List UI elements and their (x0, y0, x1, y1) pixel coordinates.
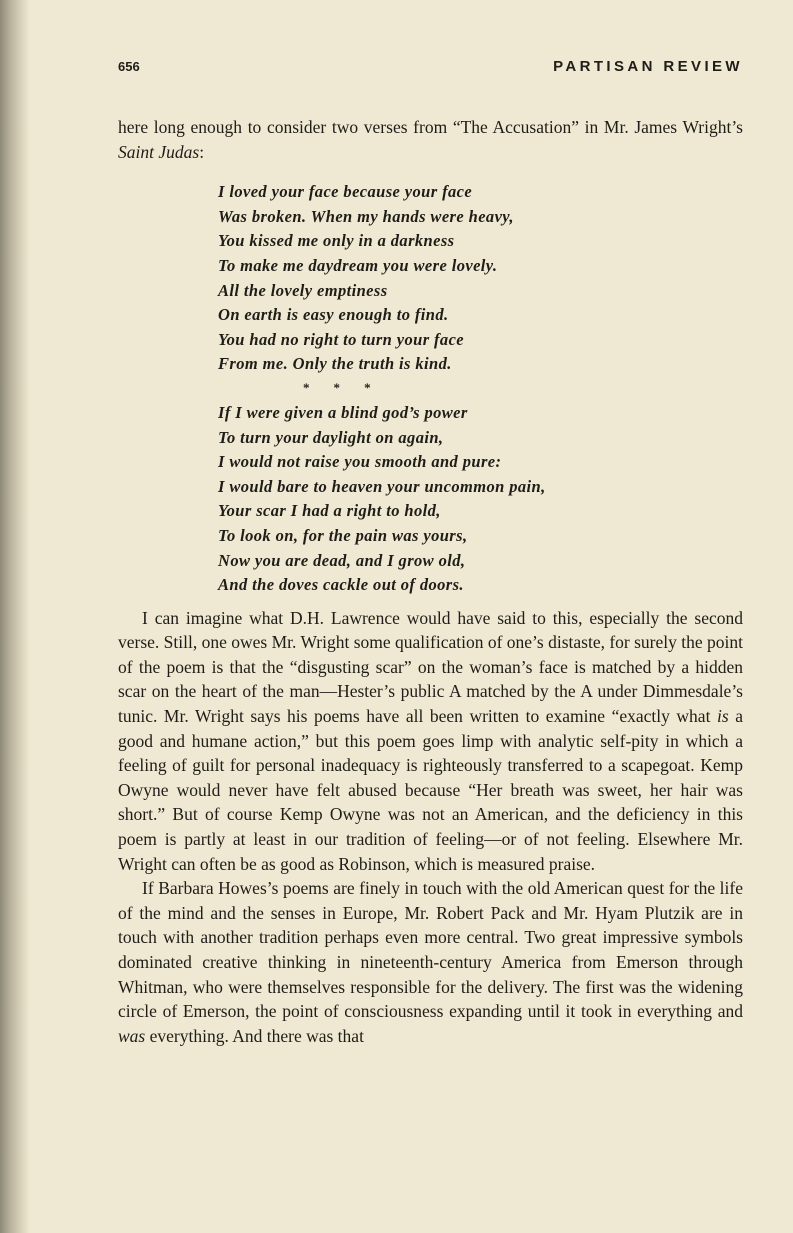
poem-line: To turn your daylight on again, (218, 427, 444, 447)
poem-line: To look on, for the pain was yours, (218, 525, 468, 545)
poem-line: To make me daydream you were lovely. (218, 255, 498, 275)
emphasis-is: is (716, 706, 729, 727)
poem-line: Your scar I had a right to hold, (218, 501, 441, 521)
poem-line: Now you are dead, and I grow old, (218, 550, 466, 570)
running-head (118, 58, 743, 88)
poem-stanza-1 (218, 180, 743, 377)
book-title: Saint Judas (118, 141, 200, 162)
journal-title: PARTISAN REVIEW (553, 58, 743, 75)
page-number: 656 (118, 59, 140, 74)
stanza-separator: * * * (303, 379, 371, 395)
emphasis-was: was (118, 1025, 146, 1046)
intro-colon: : (199, 141, 205, 162)
poem-line: And the doves cackle out of doors. (218, 575, 464, 595)
poem-line: You had no right to turn your face (218, 329, 465, 349)
howes-paragraph (118, 876, 743, 1048)
poem-line: I would not raise you smooth and pure: (218, 452, 502, 472)
poem-line: I loved your face because your face (218, 182, 473, 202)
paragraph-text: If Barbara Howes’s poems are finely in touch with the old American quest for the life of the mind and the senses in Europe, Mr. Robert Pack and Mr. Hyam Plutzik are in touch with another tradition perhaps even more central. Two great impressive symbols dominated creative thinking in nineteenth-century America from Emerson through Whitman, who were themselves responsible for the delivery. The first was the widening circle of Emerson, the point of consciousness expanding until it took in everything and (118, 878, 743, 1022)
poem-line: All the lovely emptiness (218, 280, 388, 300)
poem-line: Was broken. When my hands were heavy, (218, 206, 514, 226)
journal-page (118, 58, 743, 1048)
poem-line: If I were given a blind god’s power (218, 402, 468, 422)
poem-line: From me. Only the truth is kind. (218, 354, 452, 374)
intro-paragraph (118, 115, 743, 164)
paragraph-text: a good and humane action,” but this poem goes limp with analytic self-pity in which a feeling of guilt for personal inadequacy is righteously transferred to a scapegoat. Kemp Owyne would never have felt abused because “Her breath was sweet, her hair was short.” But of course Kemp Owyne was not an American, and the deficiency in this poem is partly at least in our tradition of feeling—or of not feeling. Elsewhere Mr. Wright can often be as good as Robinson, which is measured praise. (118, 706, 743, 874)
poem-stanza-2 (218, 401, 743, 598)
book-binding-shadow (0, 0, 30, 1233)
poem-quotation (218, 180, 743, 598)
paragraph-text: everything. And there was that (145, 1025, 364, 1046)
poem-line: You kissed me only in a darkness (218, 231, 455, 251)
paragraph-text: I can imagine what D.H. Lawrence would have said to this, especially the second verse. Still, one owes Mr. Wright some qualification of one’s distaste, for surely the point of the poem is that the “disgusting scar” on the woman’s face is matched by a hidden scar on the heart of the man—Hester’s public A matched by the A under Dimmesdale’s tunic. Mr. Wright says his poems have all been written to examine “exactly what (118, 607, 743, 727)
intro-text: here long enough to consider two verses from “The Accusation” in Mr. James Wright’s (118, 117, 743, 137)
poem-line: I would bare to heaven your uncommon pain, (218, 476, 546, 496)
poem-line: On earth is easy enough to find. (218, 305, 449, 325)
lawrence-paragraph (118, 606, 743, 877)
